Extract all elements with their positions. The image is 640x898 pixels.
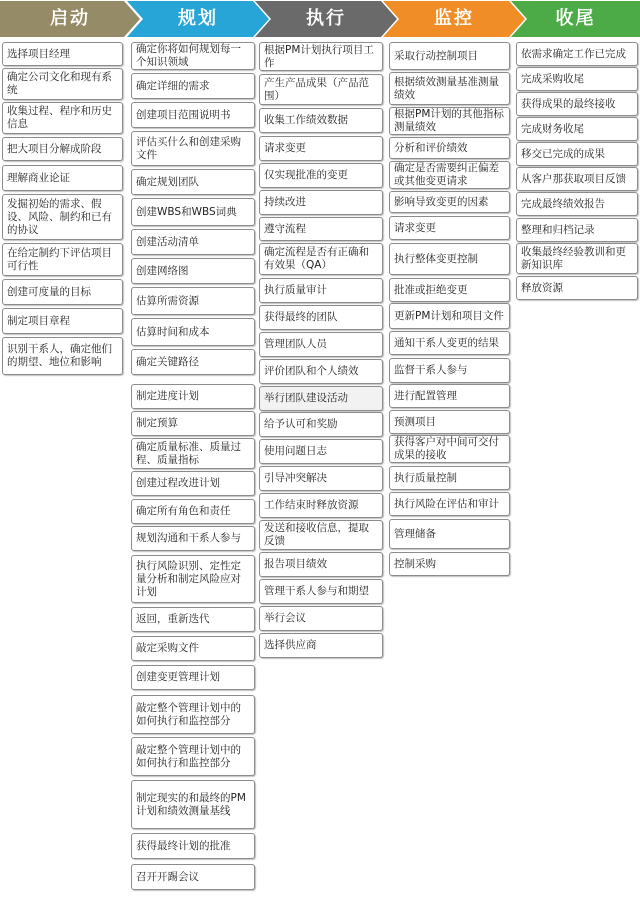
process-text: 执行风险识别、定性定量分析和制定风险应对计划 <box>136 559 241 598</box>
process-box <box>2 337 123 375</box>
process-text: 确定规划团队 <box>136 175 199 188</box>
process-text: 执行整体变更控制 <box>394 252 478 265</box>
process-box <box>389 384 510 408</box>
process-text: 收集过程、程序和历史信息 <box>7 105 112 130</box>
process-box <box>259 520 383 550</box>
process-box <box>131 411 255 436</box>
process-box <box>131 42 255 70</box>
process-box <box>131 526 255 551</box>
phase-initiating <box>0 1 140 37</box>
process-text: 请求变更 <box>264 142 306 154</box>
process-text: 发送和接收信息，提取反馈 <box>264 522 369 547</box>
phase-title: 规划 <box>178 8 218 29</box>
process-text: 根据PM计划执行项目工作 <box>264 43 374 69</box>
process-text: 采取行动控制项目 <box>394 49 478 62</box>
process-text: 分析和评价绩效 <box>394 141 468 154</box>
process-box <box>131 833 255 859</box>
process-box <box>131 198 255 226</box>
process-box <box>389 161 510 189</box>
process-box <box>131 73 255 99</box>
process-box <box>131 737 255 776</box>
process-box <box>516 117 638 141</box>
phase-header <box>0 0 640 40</box>
process-box <box>389 552 510 576</box>
process-box <box>259 493 383 518</box>
process-text: 返回，重新迭代 <box>136 613 210 625</box>
process-text: 完成采购收尾 <box>521 72 584 85</box>
phase-executing <box>255 1 397 37</box>
process-box <box>259 163 383 188</box>
process-box <box>516 92 638 116</box>
process-text: 发掘初始的需求、假设、风险、制约和已有的协议 <box>7 197 112 236</box>
phase-title: 收尾 <box>555 8 596 29</box>
process-text: 创建变更管理计划 <box>136 671 220 683</box>
process-text: 遵守流程 <box>264 222 306 235</box>
process-box <box>2 279 123 305</box>
process-box <box>389 303 510 329</box>
process-text: 创建活动清单 <box>136 235 199 248</box>
process-box <box>131 349 255 375</box>
process-text: 监督干系人参与 <box>394 364 468 376</box>
process-box <box>131 780 255 829</box>
process-box <box>259 552 383 577</box>
phase-closing <box>511 1 640 37</box>
process-text: 预测项目 <box>394 415 436 428</box>
process-text: 敲定整个管理计划中的如何执行和监控部分 <box>136 743 241 769</box>
process-text: 给予认可和奖励 <box>264 418 338 430</box>
process-box <box>2 42 123 66</box>
process-box <box>259 386 383 411</box>
process-text: 举行团队建设活动 <box>264 392 348 404</box>
process-text: 创建过程改进计划 <box>136 477 220 489</box>
process-text: 规划沟通和干系人参与 <box>136 532 241 544</box>
process-text: 管理干系人参与和期望 <box>264 585 369 597</box>
process-box <box>131 258 255 284</box>
process-text: 批准或拒绝变更 <box>394 283 468 296</box>
process-box <box>131 229 255 255</box>
process-box <box>259 108 383 133</box>
process-text: 举行会议 <box>264 612 306 624</box>
process-box <box>259 278 383 303</box>
process-box <box>259 359 383 384</box>
process-box <box>389 410 510 434</box>
process-text: 评价团队和个人绩效 <box>264 365 359 377</box>
process-text: 评估买什么和创建采购文件 <box>136 135 241 161</box>
process-box <box>389 243 510 275</box>
phase-title: 执行 <box>306 8 346 29</box>
process-text: 确定公司文化和现有系统 <box>7 71 112 96</box>
process-box <box>259 579 383 604</box>
process-text: 制定现实的和最终的PM计划和绩效测量基线 <box>136 791 246 817</box>
phase-title: 监控 <box>434 8 474 29</box>
process-box <box>516 218 638 242</box>
process-box <box>389 519 510 549</box>
process-box <box>131 499 255 524</box>
process-text: 从客户那获取项目反馈 <box>521 172 626 185</box>
process-box <box>2 165 123 191</box>
process-text: 持续改进 <box>264 196 306 208</box>
process-box <box>131 131 255 166</box>
process-text: 创建网络图 <box>136 264 189 277</box>
process-box <box>389 358 510 383</box>
process-box <box>131 607 255 632</box>
process-box <box>131 169 255 195</box>
process-box <box>389 331 510 355</box>
process-box <box>259 332 383 357</box>
process-text: 管理储备 <box>394 527 436 540</box>
process-box <box>389 278 510 302</box>
process-text: 根据PM计划的其他指标测量绩效 <box>394 108 504 133</box>
process-text: 控制采购 <box>394 557 436 570</box>
process-text: 释放资源 <box>521 281 563 294</box>
process-text: 获得最终的团队 <box>264 311 338 323</box>
phase-planning <box>127 1 269 37</box>
process-box <box>389 191 510 213</box>
process-box <box>131 287 255 315</box>
process-box <box>259 42 383 71</box>
process-box <box>516 42 638 66</box>
process-box <box>131 864 255 890</box>
process-box <box>131 471 255 496</box>
process-text: 执行质量审计 <box>264 284 327 296</box>
phase-monitoring <box>383 1 525 37</box>
process-box <box>389 137 510 159</box>
process-box <box>2 102 123 134</box>
process-text: 使用问题日志 <box>264 445 327 457</box>
process-box <box>131 318 255 346</box>
process-box <box>516 67 638 91</box>
phase-title: 启动 <box>50 8 90 29</box>
process-text: 报告项目绩效 <box>264 558 327 570</box>
process-text: 把大项目分解成阶段 <box>7 142 102 155</box>
process-text: 通知干系人变更的结果 <box>394 336 499 349</box>
process-text: 在给定制约下评估项目可行性 <box>7 246 112 272</box>
process-box <box>389 42 510 70</box>
process-text: 获得客户对中间可交付成果的接收 <box>394 436 499 461</box>
process-box <box>259 190 383 215</box>
process-box <box>2 68 123 100</box>
process-text: 完成财务收尾 <box>521 122 584 135</box>
process-box <box>389 216 510 240</box>
process-text: 移交已完成的成果 <box>521 147 605 160</box>
process-text: 估算所需资源 <box>136 294 199 307</box>
process-box <box>131 555 255 603</box>
process-text: 制定进度计划 <box>136 390 199 402</box>
process-box <box>259 412 383 437</box>
process-text: 理解商业论证 <box>7 171 70 184</box>
process-text: 确定关键路径 <box>136 355 199 368</box>
process-text: 产生产品成果（产品范围） <box>264 76 369 102</box>
process-text: 根据绩效测量基准测量绩效 <box>394 75 499 101</box>
process-text: 影响导致变更的因素 <box>394 195 489 208</box>
process-box <box>131 384 255 409</box>
process-box <box>131 665 255 690</box>
process-text: 确定详细的需求 <box>136 79 210 92</box>
process-text: 制定预算 <box>136 417 178 429</box>
process-text: 收集工作绩效数据 <box>264 114 348 126</box>
process-text: 确定是否需要纠正偏差或其他变更请求 <box>394 162 499 187</box>
process-text: 创建WBS和WBS词典 <box>136 205 237 218</box>
process-text: 敲定整个管理计划中的如何执行和监控部分 <box>136 701 241 727</box>
process-box <box>2 243 123 276</box>
process-box <box>2 308 123 334</box>
process-box <box>131 438 255 469</box>
process-box <box>389 435 510 463</box>
process-text: 创建可度量的目标 <box>7 285 91 298</box>
process-text: 敲定采购文件 <box>136 642 199 654</box>
process-box <box>259 243 383 275</box>
process-text: 召开开踢会议 <box>136 870 199 883</box>
process-text: 引导冲突解决 <box>264 472 327 484</box>
process-text: 执行质量控制 <box>394 471 457 484</box>
process-text: 收集最终经验教训和更新知识库 <box>521 245 626 271</box>
process-text: 确定流程是否有正确和有效果（QA） <box>264 246 369 271</box>
process-text: 确定所有角色和责任 <box>136 505 231 517</box>
process-text: 管理团队人员 <box>264 338 327 350</box>
process-text: 执行风险在评估和审计 <box>394 497 499 510</box>
process-box <box>389 107 510 135</box>
process-text: 工作结束时释放资源 <box>264 499 359 511</box>
process-box <box>259 136 383 161</box>
process-text: 选择供应商 <box>264 639 317 651</box>
process-box <box>131 102 255 128</box>
process-box <box>259 466 383 491</box>
process-box <box>259 606 383 631</box>
process-box <box>389 72 510 105</box>
process-box <box>389 466 510 490</box>
process-text: 制定项目章程 <box>7 314 70 327</box>
process-box <box>259 217 383 241</box>
process-text: 更新PM计划和项目文件 <box>394 309 504 322</box>
process-box <box>516 142 638 166</box>
process-text: 创建项目范围说明书 <box>136 108 231 121</box>
process-box <box>131 695 255 734</box>
process-text: 整理和归档记录 <box>521 223 595 236</box>
process-text: 仅实现批准的变更 <box>264 169 348 181</box>
process-box <box>259 305 383 330</box>
process-box <box>2 194 123 240</box>
process-text: 进行配置管理 <box>394 389 457 402</box>
process-box <box>131 636 255 661</box>
process-text: 获得成果的最终接收 <box>521 97 616 110</box>
process-box <box>516 167 638 191</box>
process-text: 依需求确定工作已完成 <box>521 47 626 60</box>
process-text: 请求变更 <box>394 221 436 234</box>
process-box <box>2 137 123 161</box>
process-box <box>516 276 638 300</box>
process-box <box>259 633 383 658</box>
process-text: 识别干系人，确定他们的期望、地位和影响 <box>7 343 112 368</box>
process-box <box>516 192 638 216</box>
process-box <box>259 74 383 105</box>
process-text: 完成最终绩效报告 <box>521 197 605 210</box>
process-text: 获得最终计划的批准 <box>136 839 231 852</box>
process-text: 确定你将如何规划每一个知识领域 <box>136 43 241 68</box>
process-box <box>259 439 383 464</box>
process-box <box>516 243 638 274</box>
process-text: 确定质量标准、质量过程、质量指标 <box>136 440 241 466</box>
process-text: 估算时间和成本 <box>136 325 210 338</box>
process-text: 选择项目经理 <box>7 47 70 60</box>
process-box <box>389 492 510 516</box>
